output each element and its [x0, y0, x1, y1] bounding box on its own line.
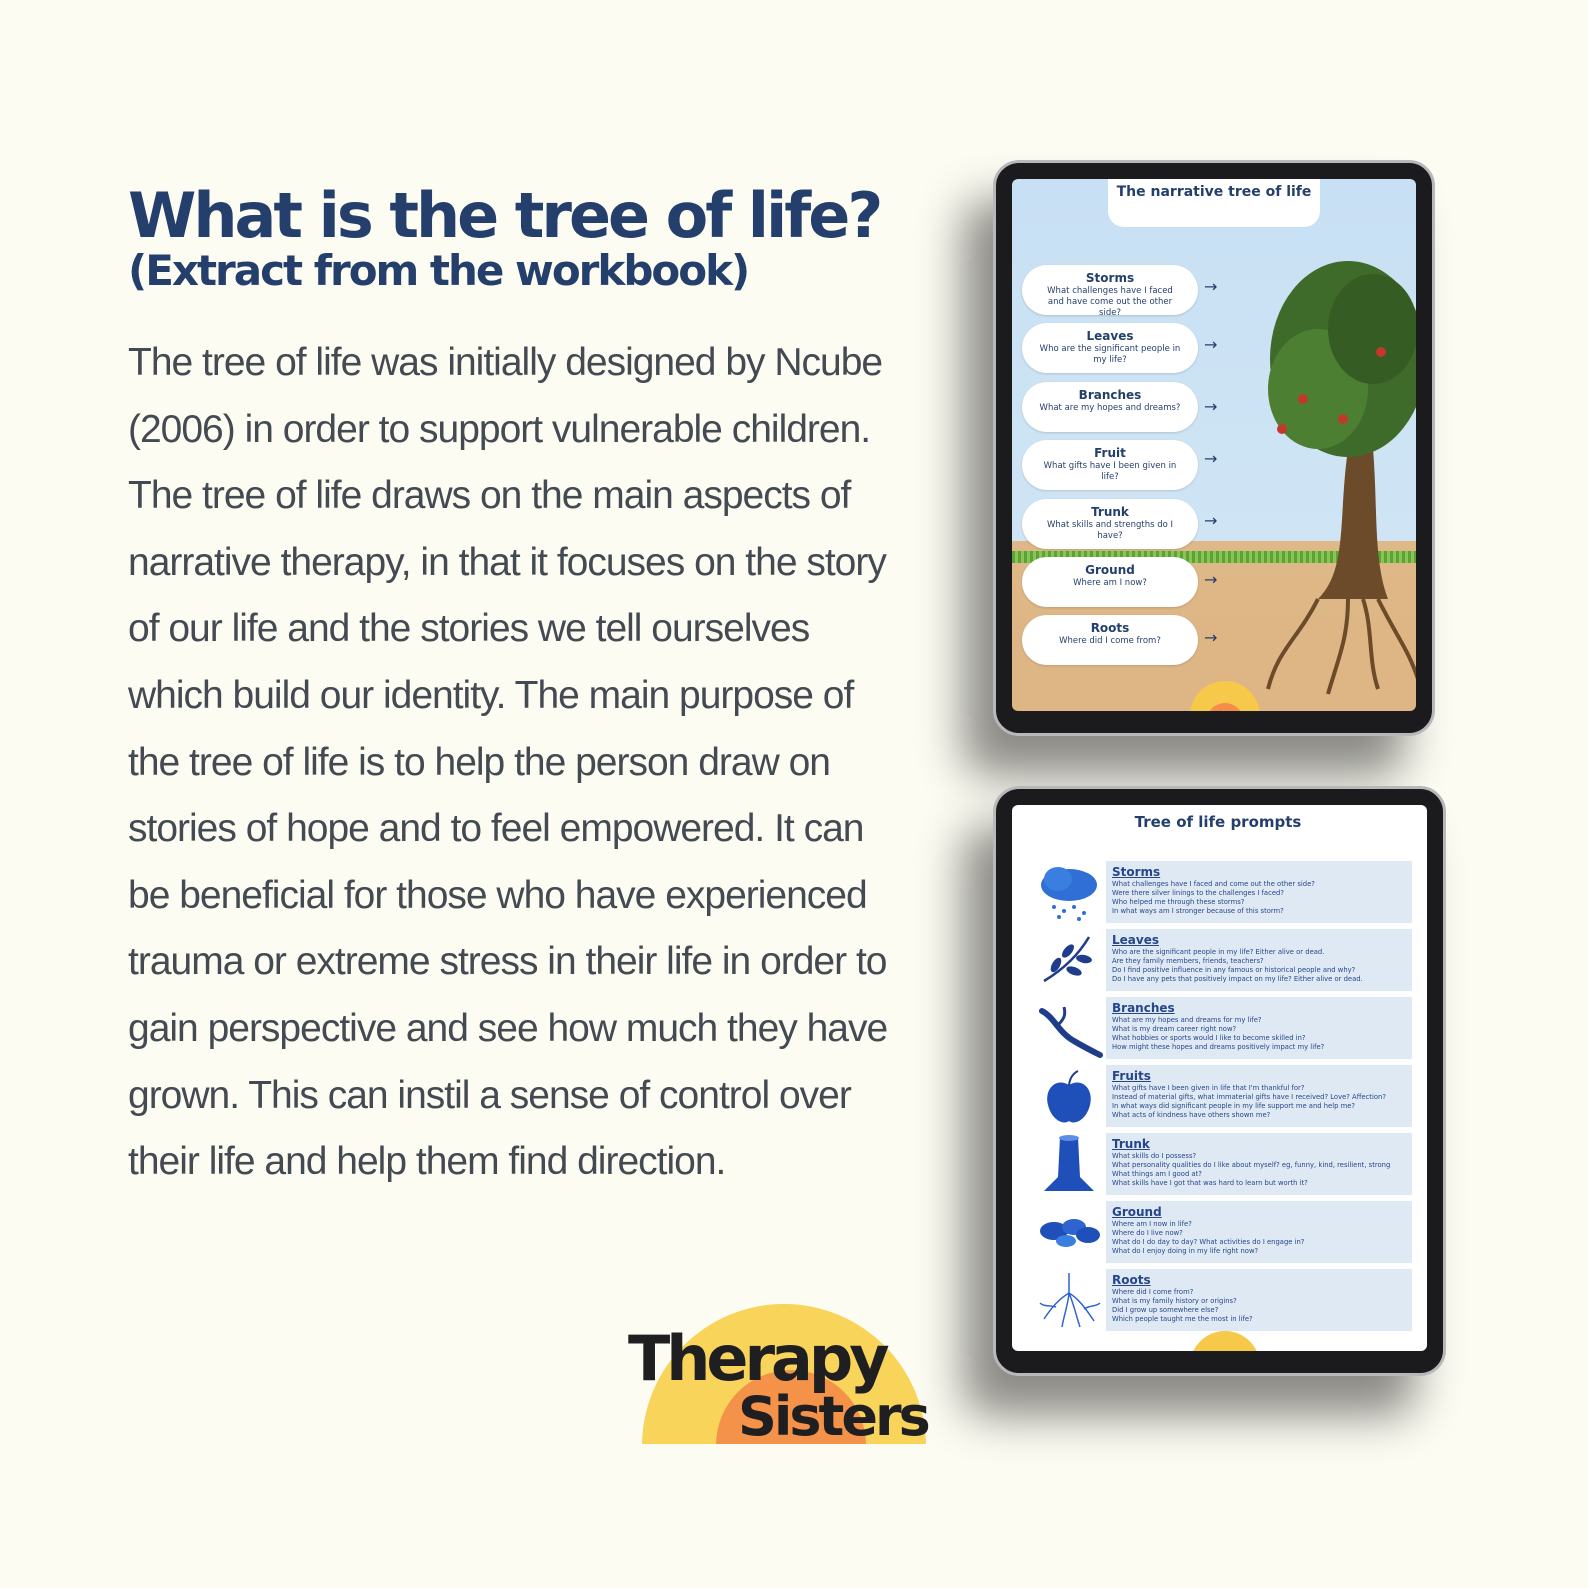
pill-branches: Branches What are my hopes and dreams? — [1022, 382, 1198, 432]
arrow-icon: → — [1204, 570, 1218, 589]
tree-illustration — [1198, 219, 1416, 699]
leaves-icon — [1034, 929, 1104, 991]
apple-icon — [1034, 1065, 1104, 1127]
pill-trunk: Trunk What skills and strengths do I have? — [1022, 499, 1198, 549]
tablet-prompts — [993, 786, 1446, 1376]
arrow-icon: → — [1204, 628, 1218, 647]
prompt-row-trunk: Trunk What skills do I possess? What personality qualities do I like about myself? eg, funny, kind, resilient, strong What things am I good at? What skills have I got that was hard to learn but worth it? — [1106, 1133, 1412, 1195]
prompt-row-roots: Roots Where did I come from? What is my family history or origins? Did I grow up somewhere else? Which people taught me the most in life? — [1106, 1269, 1412, 1331]
tablet-screen — [1012, 805, 1427, 1351]
arrow-icon: → — [1204, 449, 1218, 468]
heading — [128, 180, 888, 296]
sun-decoration — [1190, 1331, 1260, 1351]
prompt-row-fruits: Fruits What gifts have I been given in life that I'm thankful for? Instead of material gifts, what immaterial gifts have I received? Love? Affection? In what ways did significant people in my life support me and help me? What acts of kindness have others shown me? — [1106, 1065, 1412, 1127]
arrow-icon: → — [1204, 511, 1218, 530]
prompt-row-leaves: Leaves Who are the significant people in my life? Either alive or dead. Are they family members, friends, teachers? Do I find positive influence in any famous or historical people and why? Do I have any pets that positively impact on my life? Either alive or dead. — [1106, 929, 1412, 991]
arrow-icon: → — [1204, 335, 1218, 354]
ground-rocks-icon — [1034, 1201, 1104, 1263]
prompt-row-storms: Storms What challenges have I faced and come out the other side? Were there silver linings to the challenges I faced? Who helped me through these storms? In what ways am I stronger because of this storm? — [1106, 861, 1412, 923]
pill-ground: Ground Where am I now? — [1022, 557, 1198, 607]
prompts-title: Tree of life prompts — [1112, 807, 1324, 837]
prompt-row-ground: Ground Where am I now in life? Where do I live now? What do I do day to day? What activities do I engage in? What do I enjoy doing in my life right now? — [1106, 1201, 1412, 1263]
tablet-tree-diagram — [993, 160, 1435, 736]
pill-storms: Storms What challenges have I faced and have come out the other side? — [1022, 265, 1198, 315]
branch-icon — [1034, 997, 1104, 1059]
pill-roots: Roots Where did I come from? — [1022, 615, 1198, 665]
pill-leaves: Leaves Who are the significant people in my life? — [1022, 323, 1198, 373]
page-title: What is the tree of life? — [128, 179, 881, 252]
logo-line-2: Sisters — [738, 1385, 928, 1448]
pill-fruit: Fruit What gifts have I been given in life? — [1022, 440, 1198, 490]
tree-diagram-title: The narrative tree of life — [1108, 179, 1320, 227]
brand-logo — [620, 1300, 940, 1450]
page-subtitle: (Extract from the workbook) — [128, 246, 749, 295]
prompt-row-branches: Branches What are my hopes and dreams for my life? What is my dream career right now? What hobbies or sports would I like to become skilled in? How might these hopes and dreams positively impact my life? — [1106, 997, 1412, 1059]
logo-line-1: Therapy — [628, 1322, 886, 1395]
roots-icon — [1034, 1269, 1104, 1331]
storm-cloud-icon — [1034, 861, 1104, 923]
body-paragraph: The tree of life was initially designed by Ncube (2006) in order to support vulnerable children. The tree of life draws on the main aspects of narrative therapy, in that it focuses on the story of our life and the stories we tell ourselves which build our identity. The main purpose of the tree of life is to help the person draw on stories of hope and to feel empowered. It can be beneficial for those who have experienced trauma or extreme stress in their life in order to gain perspective and see how much they have grown. This can instil a sense of control over their life and help them find direction. — [128, 341, 888, 1184]
arrow-icon: → — [1204, 277, 1218, 296]
tablet-screen — [1012, 179, 1416, 711]
arrow-icon: → — [1204, 397, 1218, 416]
tree-stump-icon — [1034, 1133, 1104, 1195]
